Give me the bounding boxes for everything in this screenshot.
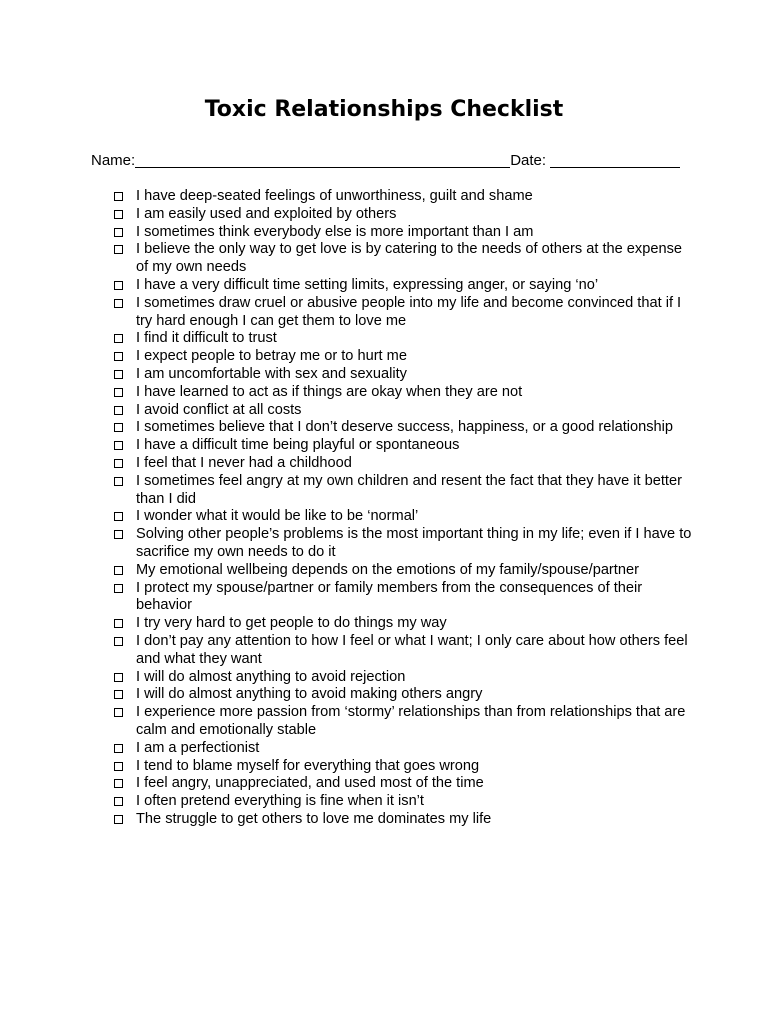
checklist-item-text: My emotional wellbeing depends on the emotions of my family/spouse/partner — [136, 561, 639, 578]
checklist-item-text: I sometimes think everybody else is more important than I am — [136, 223, 534, 240]
checklist-item — [113, 633, 693, 669]
checkbox[interactable] — [114, 619, 123, 628]
checklist-item-text: I have a very difficult time setting limits, expressing anger, or saying ‘no’ — [136, 276, 599, 293]
checkbox[interactable] — [114, 530, 123, 539]
checklist-item — [113, 419, 693, 437]
checklist-item — [113, 686, 693, 704]
checklist-item-text: The struggle to get others to love me dominates my life — [136, 810, 492, 827]
checkbox[interactable] — [114, 388, 123, 397]
checklist-item-text: I am uncomfortable with sex and sexuality — [136, 365, 407, 382]
checkbox[interactable] — [114, 406, 123, 415]
checkbox[interactable] — [114, 477, 123, 486]
checklist-item — [113, 508, 693, 526]
checkbox[interactable] — [114, 459, 123, 468]
checklist-item-text: I expect people to betray me or to hurt me — [136, 348, 407, 365]
checklist-item — [113, 366, 693, 384]
checklist-item — [113, 704, 693, 740]
checklist-item — [113, 562, 693, 580]
checklist-item-text: I am a perfectionist — [136, 739, 260, 756]
checklist-item-text: I wonder what it would be like to be ‘normal’ — [136, 508, 419, 525]
checklist — [113, 188, 693, 829]
checklist-item-text: Solving other people’s problems is the most important thing in my life; even if I have to sacrifice my own needs to do it — [136, 526, 692, 560]
checklist-item — [113, 384, 693, 402]
checklist-item — [113, 580, 693, 616]
checkbox[interactable] — [114, 744, 123, 753]
checkbox[interactable] — [114, 690, 123, 699]
checklist-item — [113, 241, 693, 277]
name-date-line — [91, 151, 691, 171]
checklist-item-text: I experience more passion from ‘stormy’ relationships than from relationships that are calm and emotionally stable — [136, 704, 686, 738]
checkbox[interactable] — [114, 512, 123, 521]
checkbox[interactable] — [114, 797, 123, 806]
date-blank-field[interactable] — [550, 151, 680, 168]
checklist-item-text: I am easily used and exploited by others — [136, 205, 397, 222]
checkbox[interactable] — [114, 423, 123, 432]
checklist-item — [113, 615, 693, 633]
checkbox[interactable] — [114, 637, 123, 646]
checklist-item-text: I sometimes feel angry at my own children and resent the fact that they have it better than I did — [136, 472, 682, 507]
checklist-item-text: I feel angry, unappreciated, and used most of the time — [136, 775, 484, 792]
name-label: Name: — [91, 152, 136, 169]
checklist-item — [113, 455, 693, 473]
checkbox[interactable] — [114, 673, 123, 682]
checklist-item — [113, 740, 693, 758]
date-label: Date: — [510, 152, 547, 169]
checklist-item-text: I feel that I never had a childhood — [136, 454, 352, 471]
checklist-item-text: I have deep-seated feelings of unworthiness, guilt and shame — [136, 188, 533, 204]
checkbox[interactable] — [114, 566, 123, 575]
checklist-item — [113, 402, 693, 420]
checklist-item-text: I often pretend everything is fine when it isn’t — [136, 793, 424, 810]
checkbox[interactable] — [114, 584, 123, 593]
checkbox[interactable] — [114, 708, 123, 717]
checkbox[interactable] — [114, 441, 123, 450]
checkbox[interactable] — [114, 228, 123, 237]
checklist-item-text: I tend to blame myself for everything that goes wrong — [136, 757, 480, 774]
checklist-item-text: I will do almost anything to avoid making others angry — [136, 686, 483, 703]
name-blank-field[interactable] — [135, 151, 510, 168]
checkbox[interactable] — [114, 245, 123, 254]
checklist-item-text: I have a difficult time being playful or spontaneous — [136, 437, 460, 454]
checklist-item-text: I will do almost anything to avoid rejection — [136, 668, 406, 685]
checklist-item-text: I believe the only way to get love is by catering to the needs of others at the expense of my own needs — [136, 241, 682, 276]
checklist-item — [113, 526, 693, 562]
checklist-item — [113, 758, 693, 776]
checkbox[interactable] — [114, 815, 123, 824]
checklist-item — [113, 348, 693, 366]
checklist-item — [113, 473, 693, 509]
checklist-item — [113, 206, 693, 224]
checkbox[interactable] — [114, 779, 123, 788]
checklist-item-text: I have learned to act as if things are okay when they are not — [136, 383, 523, 400]
checklist-item — [113, 669, 693, 687]
checkbox[interactable] — [114, 334, 123, 343]
checkbox[interactable] — [114, 370, 123, 379]
checklist-item — [113, 224, 693, 242]
checklist-item — [113, 437, 693, 455]
checklist-item-text: I find it difficult to trust — [136, 330, 277, 347]
checkbox[interactable] — [114, 192, 123, 201]
checklist-item — [113, 775, 693, 793]
checklist-item — [113, 277, 693, 295]
checklist-item-text: I try very hard to get people to do things my way — [136, 615, 447, 632]
checklist-item — [113, 330, 693, 348]
checkbox[interactable] — [114, 762, 123, 771]
checkbox[interactable] — [114, 281, 123, 290]
checkbox[interactable] — [114, 352, 123, 361]
checklist-item — [113, 188, 693, 206]
page-title: Toxic Relationships Checklist — [204, 97, 564, 122]
checkbox[interactable] — [114, 299, 123, 308]
checklist-item — [113, 295, 693, 331]
checklist-item-text: I avoid conflict at all costs — [136, 401, 302, 418]
checkbox[interactable] — [114, 210, 123, 219]
checklist-item-text: I sometimes believe that I don’t deserve success, happiness, or a good relationship — [136, 419, 674, 436]
checklist-item-text: I protect my spouse/partner or family members from the consequences of their behavior — [136, 579, 643, 614]
checklist-item-text: I sometimes draw cruel or abusive people into my life and become convinced that if I try hard enough I can get them to love me — [136, 294, 682, 329]
checklist-item — [113, 793, 693, 811]
checklist-item-text: I don’t pay any attention to how I feel or what I want; I only care about how others feel and what they want — [136, 632, 688, 667]
checklist-item — [113, 811, 693, 829]
